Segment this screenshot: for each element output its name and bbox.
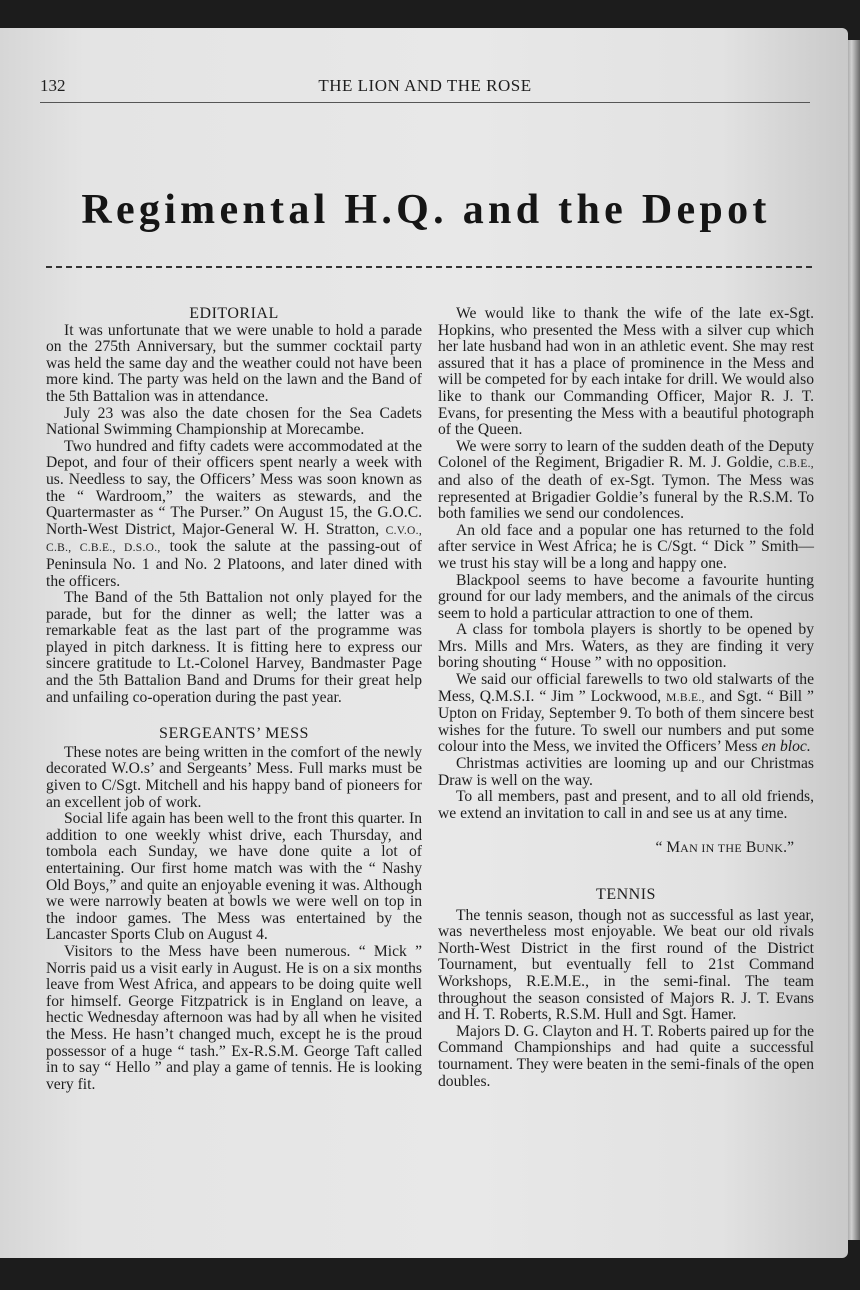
article-title: Regimental H.Q. and the Depot (81, 187, 771, 233)
editorial-paragraph: July 23 was also the date chosen for the Sea Cadets National Swimming Championship at Morecambe. (46, 404, 422, 439)
running-header (40, 72, 810, 103)
mess-text: and Sgt. “ Bill ” Upton on Friday, September 9. To both of them sincere best wishes for the future. To swell our numbers and put some colour into the Mess, we invited the Officers’ Mess (438, 687, 814, 756)
running-title: THE LION AND THE ROSE (318, 76, 532, 95)
editorial-paragraph: It was unfortunate that we were unable to hold a parade on the 275th Anniversary, but the summer cocktail party was held the same day and the weather could not have been more kind. The party was held on the lawn and the Band of the 5th Battalion was in attendance. (46, 321, 422, 405)
sergeants-paragraph: Social life again has been well to the front this quarter. In addition to one weekly whist drive, each Thursday, and tombola each Sunday, we have done quite a lot of entertaining. Our first home match was with the “ Nashy Old Boys,” and quite an enjoyable evening it was. Although we were narrowly beaten at bowls we were well on top in the indoor games. The Mess was entertained by the Lancaster Sports Club on August 4. (46, 810, 422, 944)
signature-part: B (741, 839, 757, 857)
honours-text: C.B.E., (778, 458, 814, 471)
mess-paragraph: We would like to thank the wife of the late ex-Sgt. Hopkins, who presented the Mess with a silver cup which her late husband had won in an athletic event. She may rest assured that it has a place of prominence in the Mess and will be competed for by each intake for drill. We would also like to thank our Commanding Officer, Major R. J. T. Evans, for presenting the Mess with a beautiful photograph of the Queen. (438, 305, 814, 439)
dashed-divider (46, 266, 812, 268)
mess-paragraph: A class for tombola players is shortly to be opened by Mrs. Mills and Mrs. Waters, as they are finding it very boring shouting “ House ” with no opposition. (438, 621, 814, 672)
mess-paragraph: An old face and a popular one has returned to the fold after service in West Africa; he is C/Sgt. “ Dick ” Smith—we trust his stay will be a long and happy one. (438, 521, 814, 572)
signature-part: “ M (655, 839, 681, 857)
mess-text: and also of the death of ex-Sgt. Tymon. The Mess was represented at Brigadier Goldie’s funeral by the R.S.M. To both families we send our condolences. (438, 471, 814, 523)
honours-text: M.B.E., (666, 691, 705, 704)
tennis-heading: TENNIS (596, 886, 656, 903)
sergeants-paragraph: Visitors to the Mess have been numerous. “ Mick ” Norris paid us a visit early in August. He is on a six months leave from West Africa, and appears to be doing quite well for himself. George Fitzpatrick is in England on leave, a hectic Wednesday afternoon was had by all when he visited the Mess. He hasn’t changed much, except he is the proud possessor of a huge “ tash.” Ex-R.S.M. George Taft called in to say “ Hello ” and play a game of tennis. He is looking very fit. (46, 942, 422, 1093)
honours-text: C.V.O., C.B., C.B.E., D.S.O., (46, 524, 422, 555)
tennis-paragraph: Majors D. G. Clayton and H. T. Roberts paired up for the Command Championships and had quite a successful tournament. They were beaten in the semi-finals of the open doubles. (438, 1022, 814, 1090)
editorial-paragraph: The Band of the 5th Battalion not only played for the parade, but for the dinner as well; the latter was a remarkable feat as the last part of the programme was played in pitch darkness. It is fitting here to express our sincere gratitude to Lt.-Colonel Harvey, Bandmaster Page and the 5th Battalion Band and Drums for their great help and unfailing co-operation during the past year. (46, 589, 422, 706)
book-edge (846, 40, 860, 1240)
editorial-text: took the salute at the passing-out of Peninsula No. 1 and No. 2 Platoons, and later dined with the officers. (46, 538, 423, 590)
signature-part: .” (783, 839, 794, 857)
book-page (0, 28, 848, 1258)
mess-text: We said our official farewells to two old stalwarts of the Mess, Q.M.S.I. “ Jim ” Lockwood, (438, 671, 814, 705)
signature-part: UNK (756, 841, 784, 856)
left-column (46, 306, 422, 1093)
mess-paragraph (438, 672, 814, 756)
mess-text: We were sorry to learn of the sudden death of the Deputy Colonel of the Regiment, Brigadier R. M. J. Goldie, (438, 437, 814, 472)
mess-paragraph: Blackpool seems to have become a favourite hunting ground for our lady members, and the animals of the circus seem to hold a particular attraction to one of them. (438, 571, 814, 622)
mess-paragraph (438, 439, 814, 523)
right-column (438, 306, 814, 1090)
sergeants-mess-heading: SERGEANTS’ MESS (159, 725, 309, 743)
italic-text: en bloc. (761, 738, 811, 756)
signature-part: AN IN THE (680, 841, 742, 856)
editorial-text: Two hundred and fifty cadets were accommodated at the Depot, and four of their officers spent nearly a week with us. Needless to say, the Officers’ Mess was soon known as the “ Wardroom,” the waiters as stewards, and the Quartermaster as “ The Purser.” On August 15, the G.O.C. North-West District, Major-General W. H. Stratton, (46, 437, 422, 538)
tennis-paragraph: The tennis season, though not as successful as last year, was nevertheless most enjoyable. We beat our old rivals North-West District in the first round of the District Tournament, but eventually fell to 21st Command Workshops, R.E.M.E., in the semi-final. The team throughout the season consisted of Majors R. J. T. Evans and H. T. Roberts, R.S.M. Hull and Sgt. Hamer. (438, 906, 814, 1024)
page-number: 132 (40, 76, 66, 95)
signature (438, 840, 814, 857)
sergeants-paragraph: These notes are being written in the comfort of the newly decorated W.O.s’ and Sergeants’ Mess. Full marks must be given to C/Sgt. Mitchell and his happy band of pioneers for an excellent job of work. (46, 743, 422, 811)
editorial-paragraph (46, 439, 422, 590)
mess-paragraph: To all members, past and present, and to all old friends, we extend an invitation to call in and see us at any time. (438, 788, 814, 822)
editorial-heading: EDITORIAL (189, 305, 279, 322)
mess-paragraph: Christmas activities are looming up and our Christmas Draw is well on the way. (438, 755, 814, 789)
